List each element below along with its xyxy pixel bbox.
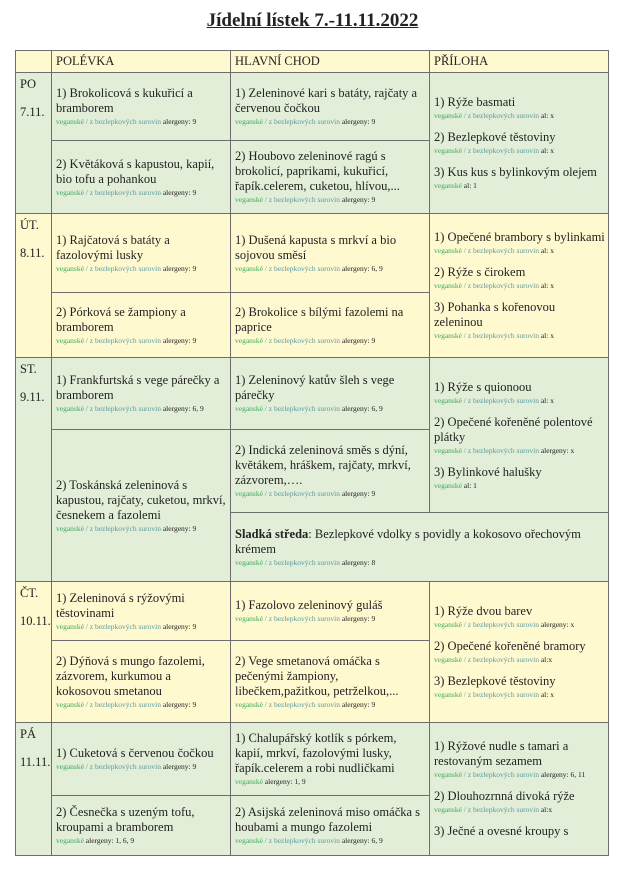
gluten-free-tag: / z bezlepkových surovin bbox=[463, 146, 539, 155]
day-name: PO bbox=[20, 77, 36, 91]
gluten-free-tag: / z bezlepkových surovin bbox=[264, 335, 340, 345]
gluten-free-tag: / z bezlepkových surovin bbox=[264, 489, 340, 498]
vegan-tag: veganské bbox=[235, 195, 263, 204]
gluten-free-tag: / z bezlepkových surovin bbox=[85, 621, 161, 631]
gluten-free-tag: / z bezlepkových surovin bbox=[463, 445, 539, 455]
dish-tags bbox=[56, 335, 227, 346]
dish-tags bbox=[56, 761, 227, 772]
dish bbox=[56, 654, 227, 710]
dish-title: 2) Houbovo zeleninové ragú s brokolicí, paprikami, kukuřicí, řapík.celerem, cuketou, hlívou,... bbox=[235, 149, 400, 193]
dish bbox=[434, 639, 605, 665]
dish-title: 2) Bezlepkové těstoviny bbox=[434, 130, 556, 144]
dish-tags bbox=[56, 263, 227, 274]
gluten-free-tag: / z bezlepkových surovin bbox=[85, 335, 161, 345]
vegan-tag: veganské bbox=[235, 117, 263, 126]
side-cell bbox=[429, 722, 609, 856]
allergens-tag: al: x bbox=[540, 690, 554, 699]
allergens-tag: al: x bbox=[540, 246, 554, 255]
vegan-tag: veganské bbox=[434, 181, 462, 190]
dish-title: 1) Chalupářský kotlík s pórkem, kapií, mrkví, fazolovými lusky, řapík.celerem a robi nudličkami bbox=[235, 731, 397, 775]
allergens-tag: al: 1 bbox=[463, 181, 477, 190]
dish bbox=[434, 674, 605, 700]
vegan-tag: veganské bbox=[434, 395, 462, 405]
vegan-tag: veganské bbox=[235, 335, 263, 345]
gluten-free-tag: / z bezlepkových surovin bbox=[463, 331, 539, 340]
vegan-tag: veganské bbox=[56, 335, 84, 345]
dish bbox=[235, 305, 426, 346]
column-header-label: POLÉVKA bbox=[56, 54, 115, 68]
soup-cell bbox=[51, 213, 231, 293]
dish bbox=[235, 805, 426, 846]
dish-title: : Bezlepkové vdolky s povidly a kokosovo ořechovým krémem bbox=[235, 526, 581, 556]
allergens-tag: al: x bbox=[540, 111, 554, 120]
soup-cell bbox=[51, 357, 231, 430]
dish-title: 2) Dlouhozrnná divoká rýže bbox=[434, 789, 575, 803]
column-header bbox=[51, 50, 231, 73]
dish-tags bbox=[56, 523, 227, 534]
allergens-tag: alergeny: 6, 9 bbox=[341, 836, 383, 845]
vegan-tag: veganské bbox=[434, 246, 462, 255]
dish bbox=[434, 380, 605, 406]
allergens-tag: alergeny: 9 bbox=[162, 117, 197, 126]
main-cell bbox=[230, 429, 430, 513]
vegan-tag: veganské bbox=[434, 690, 462, 699]
gluten-free-tag: / z bezlepkových surovin bbox=[264, 263, 340, 273]
allergens-tag: alergeny: 9 bbox=[162, 187, 197, 197]
vegan-tag: veganské bbox=[56, 699, 84, 709]
side-cell bbox=[429, 72, 609, 214]
soup-cell bbox=[51, 292, 231, 358]
vegan-tag: veganské bbox=[434, 445, 462, 455]
day-name: ÚT. bbox=[20, 218, 39, 232]
dish-title: 1) Rajčatová s batáty a fazolovými lusky bbox=[56, 232, 170, 262]
allergens-tag: alergeny: 9 bbox=[162, 523, 197, 533]
dish-tags bbox=[434, 330, 605, 341]
allergens-tag: alergeny: 9 bbox=[341, 699, 376, 709]
soup-cell bbox=[51, 581, 231, 641]
vegan-tag: veganské bbox=[56, 117, 84, 126]
vegan-tag: veganské bbox=[235, 836, 263, 845]
dish-title: 3) Bylinkové halušky bbox=[434, 464, 542, 479]
dish-tags bbox=[434, 654, 605, 665]
dish-title: 1) Rýže basmati bbox=[434, 95, 516, 109]
dish-tags bbox=[434, 480, 605, 491]
special-cell bbox=[230, 512, 609, 582]
dish-title: 3) Kus kus s bylinkovým olejem bbox=[434, 165, 597, 179]
allergens-tag: alergeny: x bbox=[540, 445, 575, 455]
vegan-tag: veganské bbox=[434, 655, 462, 664]
allergens-tag: alergeny: 9 bbox=[162, 762, 197, 771]
gluten-free-tag: / z bezlepkových surovin bbox=[463, 281, 539, 290]
allergens-tag: alergeny: 9 bbox=[341, 195, 376, 204]
dish-tags bbox=[56, 835, 227, 846]
gluten-free-tag: / z bezlepkových surovin bbox=[264, 557, 340, 567]
gluten-free-tag: / z bezlepkových surovin bbox=[264, 404, 340, 413]
dish-tags bbox=[235, 613, 426, 624]
gluten-free-tag: / z bezlepkových surovin bbox=[85, 762, 161, 771]
vegan-tag: veganské bbox=[434, 480, 462, 490]
vegan-tag: veganské bbox=[56, 762, 84, 771]
gluten-free-tag: / z bezlepkových surovin bbox=[463, 620, 539, 629]
soup-cell bbox=[51, 795, 231, 856]
vegan-tag: veganské bbox=[56, 187, 84, 197]
gluten-free-tag: / z bezlepkových surovin bbox=[463, 655, 539, 664]
dish bbox=[434, 130, 605, 156]
dish-title: 2) Pórková se žampiony a bramborem bbox=[56, 304, 186, 334]
dish-title: 1) Rýže dvou barev bbox=[434, 604, 533, 618]
dish-title: 2) Brokolice s bílými fazolemi na paprice bbox=[235, 304, 404, 334]
gluten-free-tag: / z bezlepkových surovin bbox=[264, 614, 340, 623]
gluten-free-tag: / z bezlepkových surovin bbox=[463, 770, 539, 779]
main-cell bbox=[230, 213, 430, 293]
allergens-tag: alergeny: 8 bbox=[341, 557, 376, 567]
day-date: 10.11. bbox=[20, 614, 51, 628]
gluten-free-tag: / z bezlepkových surovin bbox=[85, 404, 161, 413]
gluten-free-tag: / z bezlepkových surovin bbox=[85, 699, 161, 709]
main-cell bbox=[230, 581, 430, 641]
dish bbox=[235, 233, 426, 274]
dish bbox=[434, 300, 605, 341]
dish bbox=[235, 654, 426, 710]
day-date: 7.11. bbox=[20, 105, 45, 119]
dish-title: 2) Vege smetanová omáčka s pečenými žampiony, libečkem,pažitkou, petrželkou,... bbox=[235, 653, 399, 698]
day-date: 11.11. bbox=[20, 755, 51, 769]
dish bbox=[56, 86, 227, 127]
gluten-free-tag: / z bezlepkových surovin bbox=[85, 523, 161, 533]
allergens-tag: alergeny: 9 bbox=[162, 263, 197, 273]
day-name: ČT. bbox=[20, 586, 39, 600]
dish bbox=[235, 373, 426, 414]
allergens-tag: alergeny: 1, 6, 9 bbox=[85, 836, 135, 845]
dish-title: 2) Květáková s kapustou, kapií, bio tofu a pohankou bbox=[56, 156, 215, 186]
vegan-tag: veganské bbox=[434, 770, 462, 779]
dish-tags bbox=[56, 699, 227, 710]
gluten-free-tag: / z bezlepkových surovin bbox=[463, 395, 539, 405]
dish bbox=[235, 731, 426, 787]
day-label-cell bbox=[15, 213, 52, 358]
dish bbox=[434, 95, 605, 121]
vegan-tag: veganské bbox=[56, 523, 84, 533]
day-date: 9.11. bbox=[20, 390, 45, 404]
dish-title: 1) Opečené brambory s bylinkami bbox=[434, 230, 605, 244]
dish-title: 2) Česnečka s uzeným tofu, kroupami a bramborem bbox=[56, 805, 195, 834]
allergens-tag: al: 1 bbox=[463, 480, 477, 490]
dish-title: 1) Frankfurtská s vege párečky a bramborem bbox=[56, 373, 220, 402]
day-label-cell bbox=[15, 722, 52, 856]
dish bbox=[235, 443, 426, 499]
vegan-tag: veganské bbox=[56, 836, 84, 845]
allergens-tag: al:x bbox=[540, 655, 553, 664]
dish bbox=[56, 373, 227, 414]
column-header-label: PŘÍLOHA bbox=[434, 54, 489, 68]
dish bbox=[434, 465, 605, 491]
dish bbox=[56, 478, 227, 534]
dish-tags bbox=[235, 116, 426, 127]
soup-cell bbox=[51, 429, 231, 582]
allergens-tag: al: x bbox=[540, 146, 554, 155]
dish-tags bbox=[434, 804, 605, 815]
allergens-tag: alergeny: 9 bbox=[162, 335, 197, 345]
dish-title: 1) Zeleninová s rýžovými těstovinami bbox=[56, 590, 185, 620]
dish-title: 1) Zeleninové kari s batáty, rajčaty a červenou čočkou bbox=[235, 86, 418, 115]
main-cell bbox=[230, 140, 430, 214]
side-cell bbox=[429, 581, 609, 723]
dish-tags bbox=[235, 403, 426, 414]
dish-tags bbox=[434, 245, 605, 256]
soup-cell bbox=[51, 640, 231, 723]
dish-tags bbox=[235, 488, 426, 499]
vegan-tag: veganské bbox=[235, 557, 263, 567]
dish bbox=[235, 598, 426, 624]
day-label-cell bbox=[15, 357, 52, 582]
dish-tags bbox=[235, 335, 426, 346]
allergens-tag: alergeny: 9 bbox=[341, 489, 376, 498]
vegan-tag: veganské bbox=[235, 777, 263, 786]
dish-tags bbox=[235, 194, 426, 205]
dish-title: 2) Asijská zeleninová miso omáčka s houbami a mungo fazolemi bbox=[235, 805, 421, 834]
special-label: Sladká středa bbox=[235, 526, 309, 541]
dish-tags bbox=[235, 557, 605, 568]
dish bbox=[56, 805, 227, 846]
dish-tags bbox=[56, 621, 227, 632]
dish-title: 1) Zeleninový katův šleh s vege párečky bbox=[235, 373, 395, 402]
dish-tags bbox=[434, 280, 605, 291]
day-name: ST. bbox=[20, 362, 37, 376]
vegan-tag: veganské bbox=[235, 489, 263, 498]
vegan-tag: veganské bbox=[56, 404, 84, 413]
soup-cell bbox=[51, 140, 231, 214]
day-date: 8.11. bbox=[20, 246, 45, 260]
dish-tags bbox=[434, 445, 605, 456]
dish-tags bbox=[56, 116, 227, 127]
gluten-free-tag: / z bezlepkových surovin bbox=[264, 117, 340, 126]
vegan-tag: veganské bbox=[235, 699, 263, 709]
dish-title: 1) Rýže s quionoou bbox=[434, 379, 532, 394]
allergens-tag: al: x bbox=[540, 395, 554, 405]
dish bbox=[434, 165, 605, 191]
vegan-tag: veganské bbox=[56, 263, 84, 273]
dish-title: 1) Fazolovo zeleninový guláš bbox=[235, 598, 383, 612]
column-header-label: HLAVNÍ CHOD bbox=[235, 54, 320, 68]
day-name: PÁ bbox=[20, 727, 36, 741]
vegan-tag: veganské bbox=[235, 404, 263, 413]
allergens-tag: alergeny: x bbox=[540, 620, 575, 629]
dish-title: 2) Rýže s čirokem bbox=[434, 265, 526, 279]
dish-title: 3) Ječné a ovesné kroupy s bbox=[434, 824, 569, 838]
dish-tags bbox=[434, 769, 605, 780]
special-dish bbox=[235, 527, 605, 568]
allergens-tag: alergeny: 9 bbox=[162, 699, 197, 709]
vegan-tag: veganské bbox=[434, 281, 462, 290]
dish-title: 3) Pohanka s kořenovou zeleninou bbox=[434, 300, 556, 329]
gluten-free-tag: / z bezlepkových surovin bbox=[264, 699, 340, 709]
allergens-tag: al: x bbox=[540, 281, 554, 290]
dish-tags bbox=[56, 187, 227, 198]
dish-title: 2) Toskánská zeleninová s kapustou, rajčaty, cuketou, mrkví, česnekem a fazolemi bbox=[56, 477, 226, 522]
dish-tags bbox=[434, 395, 605, 406]
dish-title: 2) Opečené kořeněné polentové plátky bbox=[434, 414, 593, 444]
gluten-free-tag: / z bezlepkových surovin bbox=[463, 805, 539, 814]
column-header bbox=[429, 50, 609, 73]
dish bbox=[434, 789, 605, 815]
soup-cell bbox=[51, 72, 231, 141]
allergens-tag: alergeny: 6, 9 bbox=[341, 404, 383, 413]
dish-tags bbox=[235, 699, 426, 710]
allergens-tag: alergeny: 9 bbox=[341, 614, 376, 623]
dish-title: 2) Dýňová s mungo fazolemi, zázvorem, kurkumou a kokosovou smetanou bbox=[56, 653, 205, 698]
allergens-tag: al:x bbox=[540, 805, 553, 814]
dish bbox=[56, 305, 227, 346]
gluten-free-tag: / z bezlepkových surovin bbox=[463, 111, 539, 120]
dish bbox=[56, 233, 227, 274]
dish-title: 3) Bezlepkové těstoviny bbox=[434, 674, 556, 688]
dish-title: 1) Brokolicová s kukuřicí a bramborem bbox=[56, 86, 193, 115]
dish-tags bbox=[56, 403, 227, 414]
allergens-tag: alergeny: 1, 9 bbox=[264, 777, 306, 786]
day-label-cell bbox=[15, 72, 52, 214]
dish bbox=[434, 230, 605, 256]
gluten-free-tag: / z bezlepkových surovin bbox=[85, 187, 161, 197]
dish-title: 2) Indická zeleninová směs s dýní, květákem, hráškem, rajčaty, mrkví, zázvorem,…. bbox=[235, 443, 411, 487]
dish-tags bbox=[235, 835, 426, 846]
dish bbox=[434, 415, 605, 456]
page-title: Jídelní lístek 7.-11.11.2022 bbox=[206, 10, 419, 31]
main-cell bbox=[230, 722, 430, 796]
dish bbox=[235, 86, 426, 127]
main-cell bbox=[230, 72, 430, 141]
allergens-tag: alergeny: 6, 9 bbox=[341, 263, 383, 273]
soup-cell bbox=[51, 722, 231, 796]
dish bbox=[56, 157, 227, 198]
column-header bbox=[230, 50, 430, 73]
gluten-free-tag: / z bezlepkových surovin bbox=[85, 117, 161, 126]
day-label-cell bbox=[15, 581, 52, 723]
gluten-free-tag: / z bezlepkových surovin bbox=[463, 690, 539, 699]
vegan-tag: veganské bbox=[235, 263, 263, 273]
dish-tags bbox=[434, 180, 605, 191]
allergens-tag: alergeny: 9 bbox=[341, 117, 376, 126]
side-cell bbox=[429, 213, 609, 358]
dish-tags bbox=[434, 619, 605, 630]
vegan-tag: veganské bbox=[56, 621, 84, 631]
dish bbox=[434, 739, 605, 780]
dish-tags bbox=[434, 689, 605, 700]
vegan-tag: veganské bbox=[434, 331, 462, 340]
allergens-tag: alergeny: 6, 9 bbox=[162, 404, 204, 413]
main-cell bbox=[230, 640, 430, 723]
column-header bbox=[15, 50, 52, 73]
dish bbox=[434, 265, 605, 291]
vegan-tag: veganské bbox=[434, 111, 462, 120]
gluten-free-tag: / z bezlepkových surovin bbox=[264, 195, 340, 204]
dish-title: 2) Opečené kořeněné bramory bbox=[434, 639, 586, 653]
dish-title: 1) Cuketová s červenou čočkou bbox=[56, 746, 214, 760]
allergens-tag: al: x bbox=[540, 331, 554, 340]
vegan-tag: veganské bbox=[434, 146, 462, 155]
dish bbox=[56, 591, 227, 632]
vegan-tag: veganské bbox=[434, 805, 462, 814]
side-cell bbox=[429, 357, 609, 513]
main-cell bbox=[230, 357, 430, 430]
dish-tags bbox=[235, 263, 426, 274]
vegan-tag: veganské bbox=[434, 620, 462, 629]
dish bbox=[56, 746, 227, 772]
gluten-free-tag: / z bezlepkových surovin bbox=[264, 836, 340, 845]
allergens-tag: alergeny: 6, 11 bbox=[540, 770, 586, 779]
main-cell bbox=[230, 795, 430, 856]
dish bbox=[434, 824, 605, 839]
dish bbox=[434, 604, 605, 630]
dish-tags bbox=[434, 110, 605, 121]
allergens-tag: alergeny: 9 bbox=[341, 335, 376, 345]
allergens-tag: alergeny: 9 bbox=[162, 621, 197, 631]
gluten-free-tag: / z bezlepkových surovin bbox=[463, 246, 539, 255]
dish-title: 1) Rýžové nudle s tamari a restovaným sezamem bbox=[434, 739, 569, 768]
dish bbox=[235, 149, 426, 205]
main-cell bbox=[230, 292, 430, 358]
vegan-tag: veganské bbox=[235, 614, 263, 623]
dish-tags bbox=[235, 776, 426, 787]
gluten-free-tag: / z bezlepkových surovin bbox=[85, 263, 161, 273]
dish-title: 1) Dušená kapusta s mrkví a bio sojovou směsí bbox=[235, 232, 397, 262]
dish-tags bbox=[434, 145, 605, 156]
